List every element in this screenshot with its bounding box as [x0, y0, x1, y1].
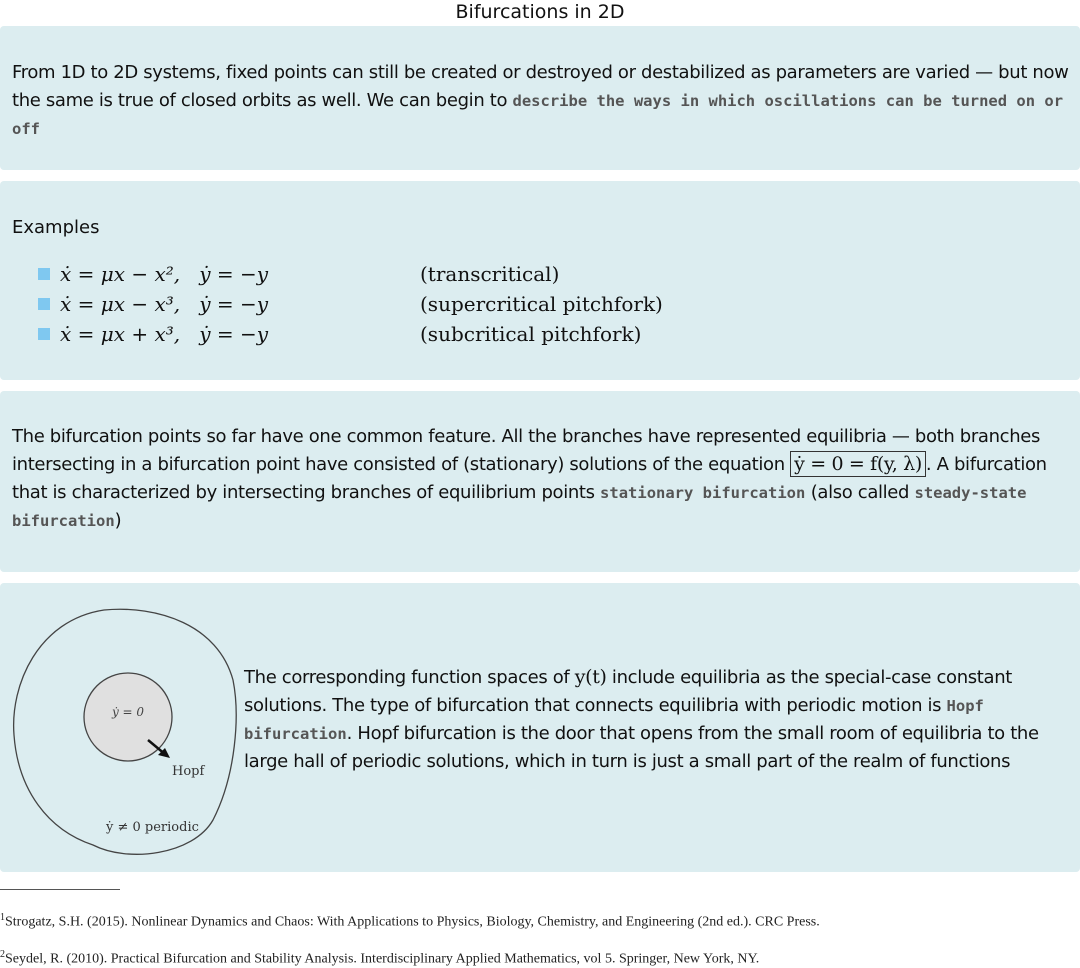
stationary-text-2: . A bifurcation that is characterized by intersecting branches of equilibrium points: [12, 454, 1047, 503]
bullet-icon: [38, 298, 50, 310]
stationary-term: stationary bifurcation: [600, 484, 806, 502]
example-item: [38, 259, 663, 289]
footnote-text: Strogatz, S.H. (2015). Nonlinear Dynamics and Chaos: With Applications to Physics, Biology, Chemistry, and Engineering (2nd ed.). CRC Press.: [5, 914, 820, 930]
bullet-icon: [38, 328, 50, 340]
arrow-label: Hopf: [172, 764, 205, 779]
examples-card: [0, 181, 1080, 380]
inner-label: ẏ = 0: [111, 705, 145, 719]
hopf-text-1: The corresponding function spaces of: [244, 667, 575, 688]
hopf-text-3: . Hopf bifurcation is the door that opens from the small room of equilibria to the large hall of periodic solutions, which in turn is just a small part of the realm of functions: [244, 723, 1039, 772]
footnote: [0, 949, 759, 968]
equilibrium-equation: ẏ = 0 = f(y, λ): [790, 451, 926, 477]
intro-card: [0, 26, 1080, 170]
hopf-term: Hopf bifurcation: [244, 697, 984, 743]
footnote-text: Seydel, R. (2010). Practical Bifurcation and Stability Analysis. Interdisciplinary Applied Mathematics, vol 5. Springer, New York, NY.: [5, 951, 760, 967]
footnote-number: 2: [0, 949, 5, 960]
footnote-number: 1: [0, 912, 5, 923]
stationary-text-3: (also called: [805, 482, 915, 503]
footnote: [0, 912, 820, 931]
function-math: y(t): [574, 666, 607, 688]
footnote-divider: [0, 889, 120, 890]
hopf-card: [0, 583, 1080, 872]
example-item: [38, 289, 663, 319]
stationary-text-1: The bifurcation points so far have one common feature. All the branches have represented equilibria — both branches intersecting in a bifurcation point have consisted of (stationary) solutions of the equation: [12, 426, 1041, 475]
page-title: Bifurcations in 2D: [455, 1, 625, 23]
example-type: (supercritical pitchfork): [420, 292, 663, 316]
example-equation: ẋ = μx − x³, ẏ = −y: [60, 292, 269, 316]
stationary-text-4: ): [114, 510, 122, 531]
intro-paragraph: [12, 59, 1072, 143]
hopf-text-2: include equilibria as the special-case constant solutions. The type of bifurcation that connects equilibria with periodic motion is: [244, 667, 1012, 716]
example-equation: ẋ = μx + x³, ẏ = −y: [60, 322, 269, 346]
examples-heading: Examples: [12, 217, 100, 238]
stationary-card: [0, 391, 1080, 572]
example-item: [38, 319, 663, 349]
steady-state-term: steady-state bifurcation: [12, 484, 1027, 530]
example-type: (transcritical): [420, 262, 560, 286]
examples-list: [38, 259, 663, 349]
intro-highlight: describe the ways in which oscillations can be turned on or off: [12, 92, 1064, 138]
intro-text: From 1D to 2D systems, fixed points can still be created or destroyed or destabilized as parameters are varied — but now the same is true of closed orbits as well. We can begin to: [12, 62, 1069, 111]
outer-label: ẏ ≠ 0 periodic: [106, 820, 199, 835]
hopf-diagram: [8, 605, 240, 861]
bullet-icon: [38, 268, 50, 280]
stationary-paragraph: [12, 423, 1052, 535]
example-equation: ẋ = μx − x², ẏ = −y: [60, 262, 269, 286]
example-type: (subcritical pitchfork): [420, 322, 642, 346]
hopf-paragraph: [244, 663, 1064, 776]
